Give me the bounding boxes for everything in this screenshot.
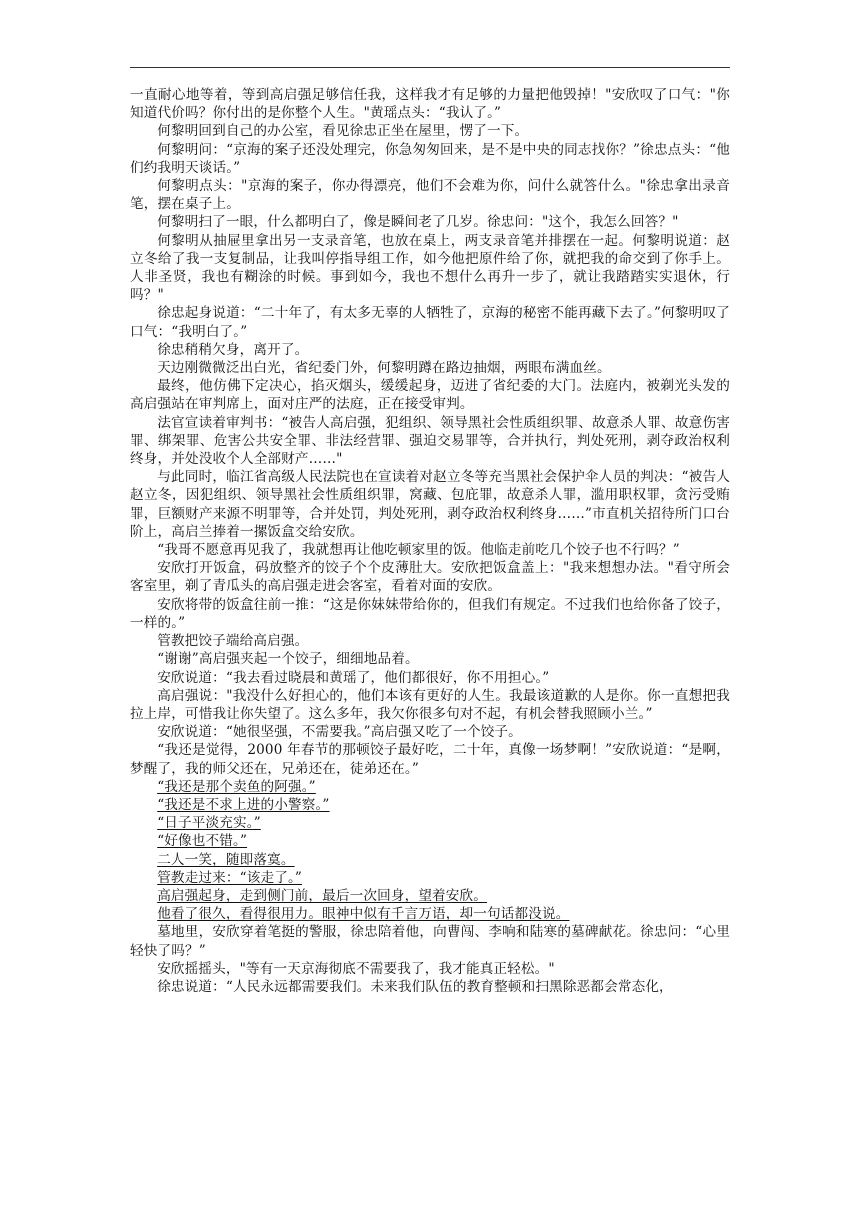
paragraph: 安欣将带的饭盒往前一推：“这是你妹妹带给你的，但我们有规定。不过我们也给你备了饺子，一样的。” [130,596,730,631]
underlined-text: “我还是那个卖鱼的阿强。” [157,778,316,795]
paragraph: 徐忠起身说道：“二十年了，有太多无辜的人牺牲了，京海的秘密不能再藏下去了。”何黎明叹了口气：“我明白了。” [130,305,730,340]
paragraph: 安欣说道：“她很坚强，不需要我。”高启强又吃了一个饺子。 [157,724,522,741]
paragraph: 何黎明点头："京海的案子，你办得漂亮，他们不会难为你，问什么就答什么。"徐忠拿出录音笔，摆在桌子上。 [130,178,730,213]
underlined-line [130,832,730,850]
paragraph: “我还是觉得，2000 年春节的那顿饺子最好吃，二十年，真像一场梦啊！”安欣说道：“是啊，梦醒了，我的师父还在，兄弟还在，徒弟还在。” [130,742,730,777]
underlined-line [130,887,730,905]
paragraph: 天边刚微微泛出白光，省纪委门外，何黎明蹲在路边抽烟，两眼布满血丝。 [157,360,611,377]
underlined-text: 管教走过来：“该走了。” [157,869,303,886]
header-rule [130,67,730,68]
underlined-line [130,778,730,796]
paragraph: 管教把饺子端给高启强。 [157,633,309,650]
paragraph: 法官宣读着审判书：“被告人高启强，犯组织、领导黑社会性质组织罪、故意杀人罪、故意伤害罪、绑架罪、危害公共安全罪、非法经营罪、强迫交易罪等，合并执行，判处死刑，剥夺政治权利终身，并处没收个人全部财产……" [130,414,730,468]
paragraph: 安欣说道：“我去看过晓晨和黄瑶了，他们都很好，你不用担心。” [157,669,550,686]
underlined-line [130,796,730,814]
underlined-text: 高启强起身，走到侧门前，最后一次回身，望着安欣。 [157,887,488,904]
underlined-text: “我还是不求上进的小警察。” [157,796,330,813]
underlined-line [130,814,730,832]
underlined-text: “日子平淡充实。” [157,815,261,832]
paragraph: 高启强说："我没什么好担心的，他们本该有更好的人生。我最该道歉的人是你。你一直想把我拉上岸，可惜我让你失望了。这么多年，我欠你很多句对不起，有机会替我照顾小兰。” [130,687,730,722]
paragraph: 何黎明扫了一眼，什么都明白了，像是瞬间老了几岁。徐忠问："这个，我怎么回答？" [157,214,679,231]
paragraph: 安欣打开饭盒，码放整齐的饺子个个皮薄肚大。安欣把饭盒盖上："我来想想办法。"看守所会客室里，剃了青瓜头的高启强走进会客室，看着对面的安欣。 [130,560,730,595]
underlined-line [130,869,730,887]
underlined-line [130,851,730,869]
paragraph: 徐忠稍稍欠身，离开了。 [157,341,309,358]
paragraph: 安欣摇摇头，"等有一天京海彻底不需要我了，我才能真正轻松。" [157,960,555,977]
paragraph: 何黎明问：“京海的案子还没处理完，你急匆匆回来，是不是中央的同志找你？”徐忠点头：“他们约我明天谈话。” [130,141,730,176]
paragraph: 何黎明回到自己的办公室，看见徐忠正坐在屋里，愣了一下。 [157,123,529,140]
paragraph: “谢谢”高启强夹起一个饺子，细细地品着。 [157,651,419,668]
paragraph: 墓地里，安欣穿着笔挺的警服，徐忠陪着他，向曹闯、李响和陆寒的墓碑献花。徐忠问：“心里轻快了吗？” [130,924,730,959]
underlined-line [130,905,730,923]
underlined-text: 他看了很久，看得很用力。眼神中似有千言万语，却一句话都没说。 [157,906,570,923]
underlined-text: 二人一笑，随即落寞。 [157,851,295,868]
paragraph: 徐忠说道：“人民永远都需要我们。未来我们队伍的教育整顿和扫黑除恶都会常态化， [157,978,673,995]
paragraph: 一直耐心地等着，等到高启强足够信任我，这样我才有足够的力量把他毁掉！"安欣叹了口气："你知道代价吗？你付出的是你整个人生。"黄瑶点头：“我认了。” [130,87,730,122]
document-body [130,86,730,996]
paragraph: 何黎明从抽屉里拿出另一支录音笔，也放在桌上，两支录音笔并排摆在一起。何黎明说道：赵立冬给了我一支复制品，让我叫停指导组工作，如今他把原件给了你，就把我的命交到了你手上。人非圣贤，我也有糊涂的时候。事到如今，我也不想什么再升一步了，就让我踏踏实实退休，行吗？" [130,232,730,304]
paragraph: 最终，他仿佛下定决心，掐灭烟头，缓缓起身，迈进了省纪委的大门。法庭内，被剃光头发的高启强站在审判席上，面对庄严的法庭，正在接受审判。 [130,378,730,413]
paragraph: “我哥不愿意再见我了，我就想再让他吃顿家里的饭。他临走前吃几个饺子也不行吗？” [157,542,680,559]
paragraph: 与此同时，临江省高级人民法院也在宣读着对赵立冬等充当黑社会保护伞人员的判决：“被告人赵立冬，因犯组织、领导黑社会性质组织罪，窝藏、包庇罪，故意杀人罪，滥用职权罪，贪污受贿罪，巨额财产来源不明罪等，合并处罚，判处死刑，剥夺政治权利终身……”市直机关招待所门口台阶上，高启兰捧着一摞饭盒交给安欣。 [130,469,730,540]
underlined-text: “好像也不错。” [157,833,248,850]
